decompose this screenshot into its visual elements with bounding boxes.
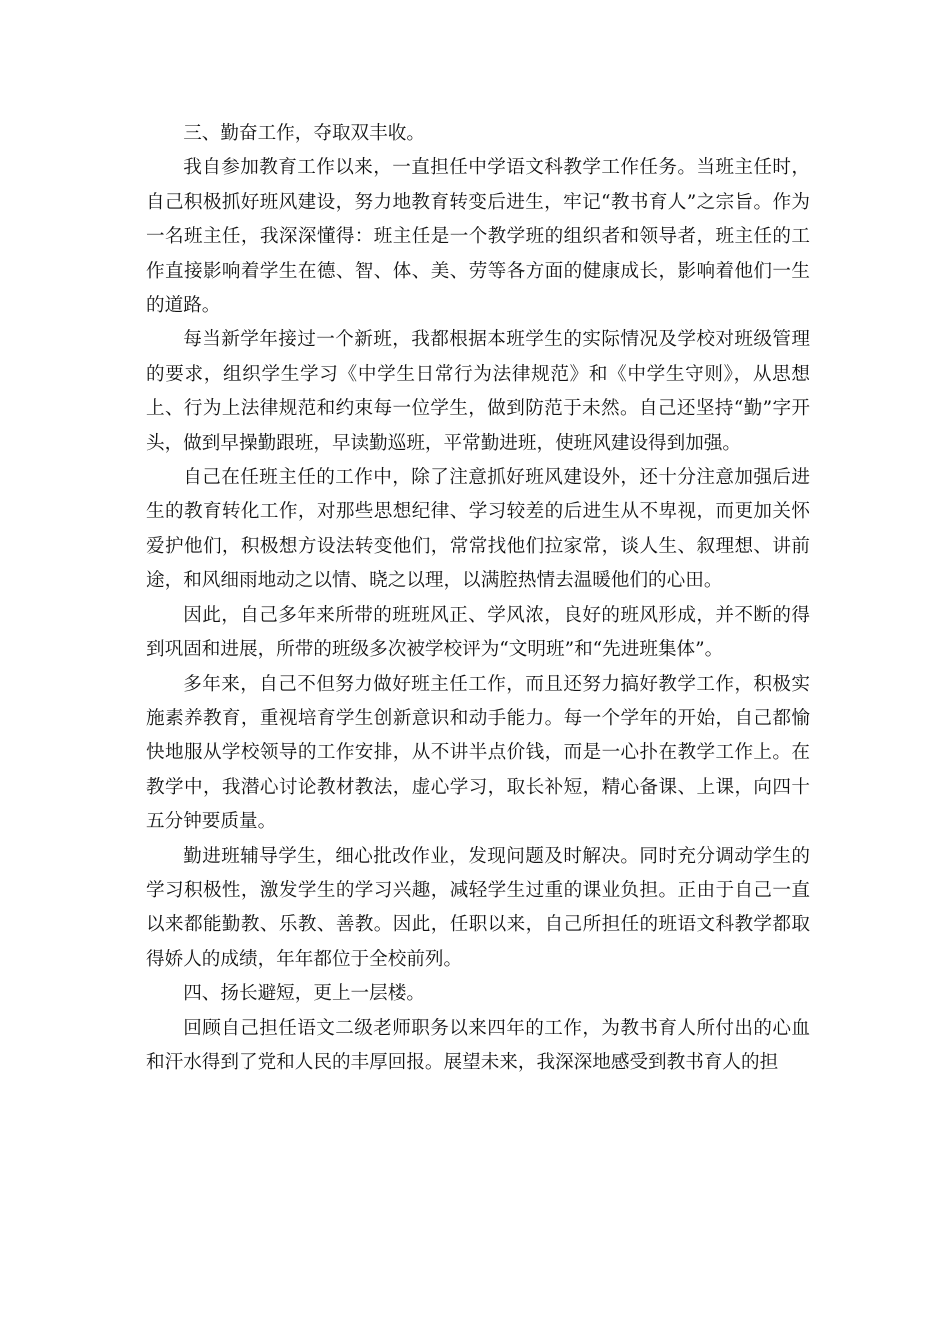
- paragraph: 我自参加教育工作以来，一直担任中学语文科教学工作任务。当班主任时，自己积极抓好班风建设，努力地教育转变后进生，牢记“教书育人”之宗旨。作为一名班主任，我深深懂得：班主任是一个教学班的组织者和领导者，班主任的工作直接影响着学生在德、智、体、美、劳等各方面的健康成长，影响着他们一生的道路。: [146, 157, 810, 317]
- paragraph: 回顾自己担任语文二级老师职务以来四年的工作，为教书育人所付出的心血和汗水得到了党和人民的丰厚回报。展望未来，我深深地感受到教书育人的担: [146, 1017, 810, 1073]
- section-heading-3: 三、勤奋工作，夺取双丰收。: [183, 123, 425, 144]
- paragraph: 因此，自己多年来所带的班班风正、学风浓，良好的班风形成，并不断的得到巩固和进展，所带的班级多次被学校评为“文明班”和“先进班集体”。: [146, 604, 810, 661]
- paragraph: 多年来，自己不但努力做好班主任工作，而且还努力搞好教学工作，积极实施素养教育，重视培育学生创新意识和动手能力。每一个学年的开始，自己都愉快地服从学校领导的工作安排，从不讲半点价钱，而是一心扑在教学工作上。在教学中，我潜心讨论教材教法，虚心学习，取长补短，精心备课、上课，向四十五分钟要质量。: [146, 673, 810, 833]
- paragraph: 勤进班辅导学生，细心批改作业，发现问题及时解决。同时充分调动学生的学习积极性，激发学生的学习兴趣，减轻学生过重的课业负担。正由于自己一直以来都能勤教、乐教、善教。因此，任职以来，自己所担任的班语文科教学都取得娇人的成绩，年年都位于全校前列。: [146, 845, 810, 970]
- document-body: [146, 117, 810, 1080]
- paragraph: 每当新学年接过一个新班，我都根据本班学生的实际情况及学校对班级管理的要求，组织学生学习《中学生日常行为法律规范》和《中学生守则》，从思想上、行为上法律规范和约束每一位学生，做到防范于未然。自己还坚持“勤”字开头，做到早操勤跟班，早读勤巡班，平常勤进班，使班风建设得到加强。: [146, 329, 810, 454]
- paragraph: 自己在任班主任的工作中，除了注意抓好班风建设外，还十分注意加强后进生的教育转化工作，对那些思想纪律、学习较差的后进生从不卑视，而更加关怀爱护他们，积极想方设法转变他们，常常找他们拉家常，谈人生、叙理想、讲前途，和风细雨地动之以情、晓之以理，以满腔热情去温暖他们的心田。: [146, 467, 810, 592]
- section-heading-4: 四、扬长避短，更上一层楼。: [183, 983, 425, 1005]
